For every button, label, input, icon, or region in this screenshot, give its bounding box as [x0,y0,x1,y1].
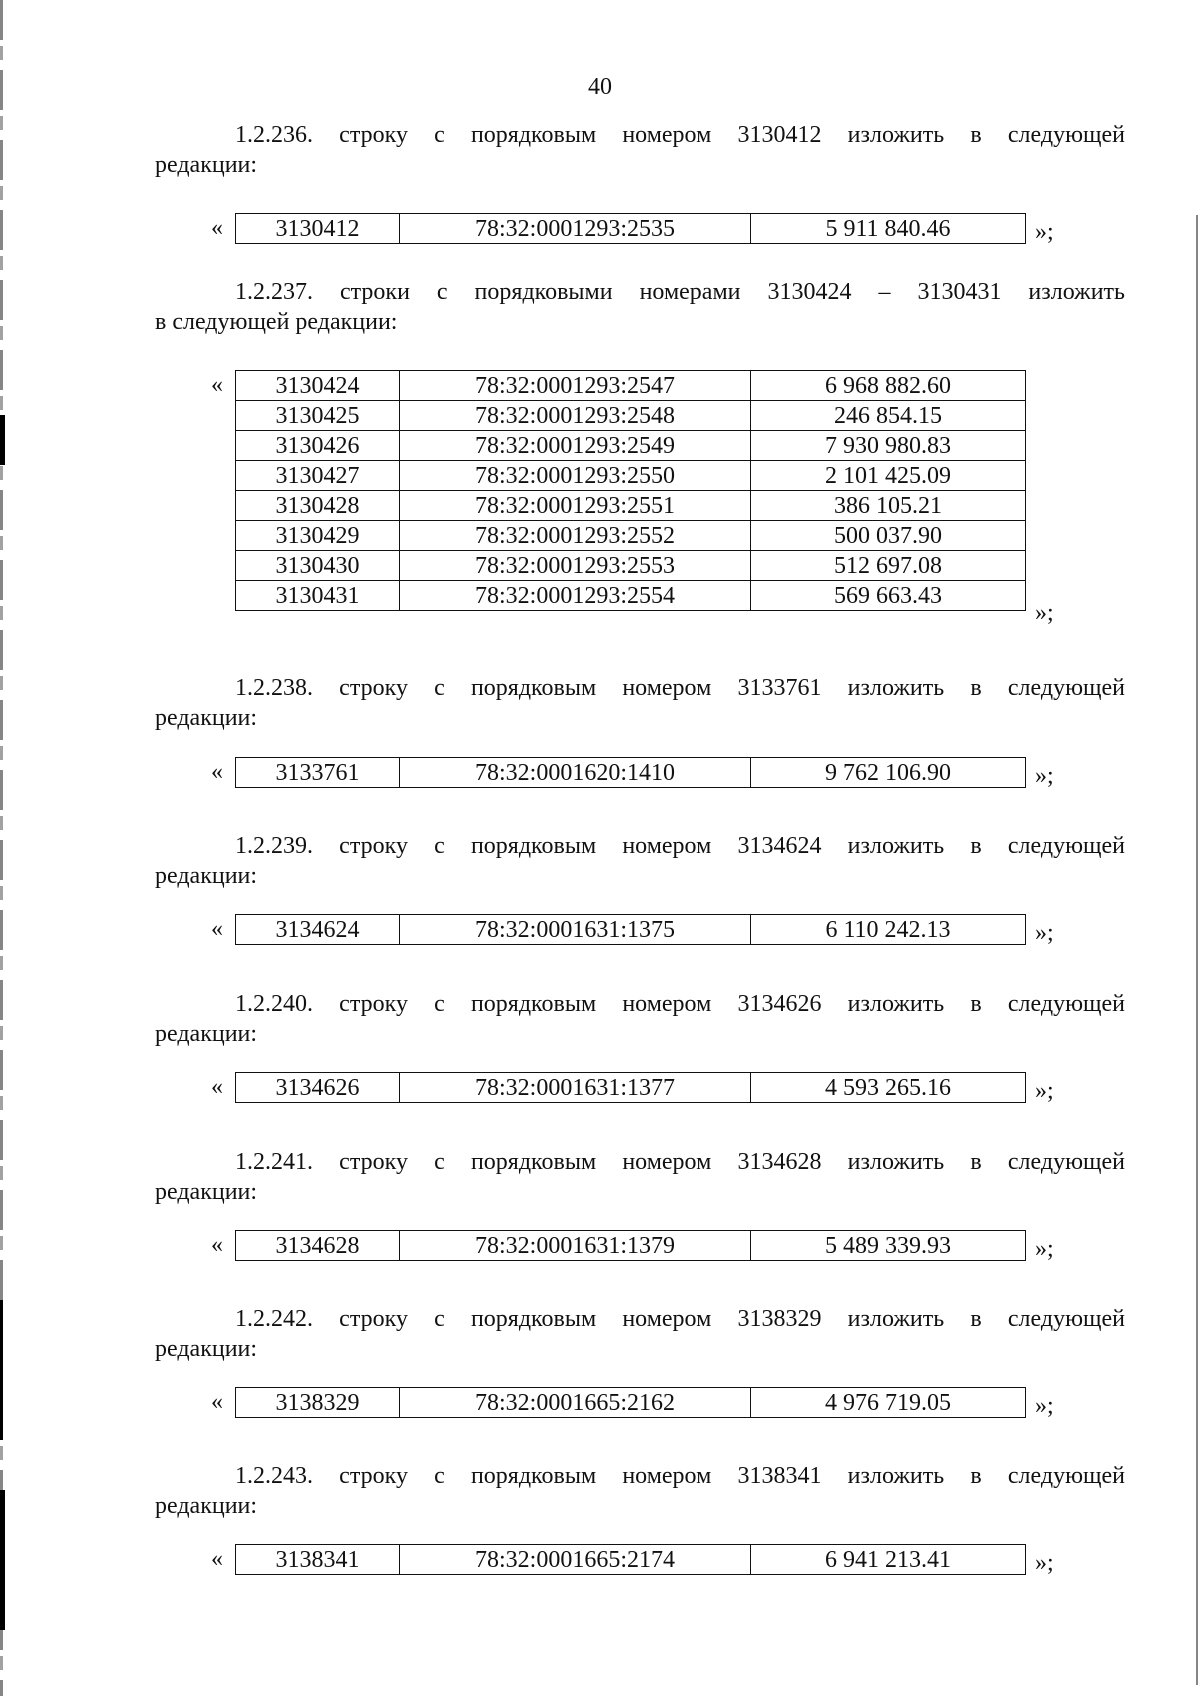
opening-quote: « [211,916,223,942]
cadastral-value-cell: 5 489 339.93 [751,1231,1026,1261]
cadastral-number-cell: 78:32:0001631:1375 [400,915,751,945]
amendment-table [235,1387,1026,1418]
table-row [236,1545,1026,1575]
cadastral-value-cell: 9 762 106.90 [751,758,1026,788]
amendment-table [235,213,1026,244]
cadastral-number-cell: 78:32:0001293:2549 [400,431,751,461]
cadastral-value-cell: 569 663.43 [751,581,1026,611]
cadastral-number-cell: 78:32:0001293:2554 [400,581,751,611]
row-number-cell: 3130427 [236,461,400,491]
cadastral-number-cell: 78:32:0001293:2535 [400,214,751,244]
opening-quote: « [211,1074,223,1100]
cadastral-value-cell: 512 697.08 [751,551,1026,581]
closing-quote: »; [1035,763,1054,789]
cadastral-number-cell: 78:32:0001293:2547 [400,371,751,401]
cadastral-number-cell: 78:32:0001293:2553 [400,551,751,581]
paragraph-lead-line: 1.2.239. строку с порядковым номером 3134624 изложить в следующей [235,833,1125,859]
opening-quote: « [211,1232,223,1258]
amendment-table [235,370,1026,611]
cadastral-value-cell: 246 854.15 [751,401,1026,431]
row-number-cell: 3134624 [236,915,400,945]
table-row [236,915,1026,945]
row-number-cell: 3130426 [236,431,400,461]
opening-quote: « [211,1546,223,1572]
row-number-cell: 3133761 [236,758,400,788]
table-row [236,431,1026,461]
cadastral-value-cell: 6 110 242.13 [751,915,1026,945]
table-row [236,758,1026,788]
scan-edge-right [1196,215,1198,1685]
paragraph-lead-line: 1.2.242. строку с порядковым номером 3138329 изложить в следующей [235,1306,1125,1332]
cadastral-value-cell: 5 911 840.46 [751,214,1026,244]
opening-quote: « [211,215,223,241]
amendment-paragraph [155,120,1125,180]
table-row [236,214,1026,244]
scan-mark [0,415,5,465]
row-number-cell: 3130429 [236,521,400,551]
table-row [236,551,1026,581]
amendment-table [235,914,1026,945]
row-number-cell: 3130431 [236,581,400,611]
amendment-table [235,1072,1026,1103]
paragraph-lead-line: 1.2.237. строки с порядковыми номерами 3130424 – 3130431 изложить [235,279,1125,305]
table-row [236,1073,1026,1103]
table-row [236,1231,1026,1261]
cadastral-number-cell: 78:32:0001620:1410 [400,758,751,788]
scan-mark [0,1300,3,1440]
paragraph-continuation-line: редакции: [155,152,258,178]
closing-quote: »; [1035,600,1054,626]
table-row [236,1388,1026,1418]
closing-quote: »; [1035,1393,1054,1419]
amendment-paragraph [155,1461,1125,1521]
amendment-paragraph [155,673,1125,733]
paragraph-continuation-line: редакции: [155,1493,258,1519]
opening-quote: « [211,372,223,398]
closing-quote: »; [1035,1078,1054,1104]
amendment-paragraph [155,989,1125,1049]
cadastral-number-cell: 78:32:0001665:2174 [400,1545,751,1575]
closing-quote: »; [1035,1236,1054,1262]
cadastral-number-cell: 78:32:0001631:1379 [400,1231,751,1261]
cadastral-number-cell: 78:32:0001665:2162 [400,1388,751,1418]
cadastral-value-cell: 2 101 425.09 [751,461,1026,491]
cadastral-number-cell: 78:32:0001293:2550 [400,461,751,491]
cadastral-value-cell: 4 976 719.05 [751,1388,1026,1418]
amendment-paragraph [155,277,1125,337]
paragraph-continuation-line: редакции: [155,705,258,731]
page-number: 40 [588,74,612,100]
cadastral-value-cell: 386 105.21 [751,491,1026,521]
table-row [236,371,1026,401]
scan-edge-left [0,0,3,1696]
amendment-paragraph [155,831,1125,891]
cadastral-value-cell: 6 941 213.41 [751,1545,1026,1575]
paragraph-lead-line: 1.2.238. строку с порядковым номером 3133761 изложить в следующей [235,675,1125,701]
opening-quote: « [211,1389,223,1415]
paragraph-lead-line: 1.2.241. строку с порядковым номером 3134628 изложить в следующей [235,1149,1125,1175]
closing-quote: »; [1035,1550,1054,1576]
scan-mark [0,1490,5,1630]
paragraph-lead-line: 1.2.240. строку с порядковым номером 3134626 изложить в следующей [235,991,1125,1017]
row-number-cell: 3138329 [236,1388,400,1418]
paragraph-continuation-line: редакции: [155,863,258,889]
table-row [236,401,1026,431]
row-number-cell: 3130428 [236,491,400,521]
amendment-table [235,1544,1026,1575]
row-number-cell: 3130430 [236,551,400,581]
amendment-paragraph [155,1304,1125,1364]
cadastral-value-cell: 6 968 882.60 [751,371,1026,401]
closing-quote: »; [1035,920,1054,946]
amendment-table [235,757,1026,788]
row-number-cell: 3134628 [236,1231,400,1261]
cadastral-value-cell: 4 593 265.16 [751,1073,1026,1103]
closing-quote: »; [1035,219,1054,245]
cadastral-value-cell: 500 037.90 [751,521,1026,551]
opening-quote: « [211,759,223,785]
table-row [236,581,1026,611]
row-number-cell: 3138341 [236,1545,400,1575]
row-number-cell: 3130424 [236,371,400,401]
cadastral-number-cell: 78:32:0001293:2548 [400,401,751,431]
row-number-cell: 3130412 [236,214,400,244]
cadastral-value-cell: 7 930 980.83 [751,431,1026,461]
amendment-table [235,1230,1026,1261]
paragraph-lead-line: 1.2.243. строку с порядковым номером 3138341 изложить в следующей [235,1463,1125,1489]
paragraph-lead-line: 1.2.236. строку с порядковым номером 3130412 изложить в следующей [235,122,1125,148]
row-number-cell: 3134626 [236,1073,400,1103]
row-number-cell: 3130425 [236,401,400,431]
paragraph-continuation-line: редакции: [155,1021,258,1047]
table-row [236,461,1026,491]
paragraph-continuation-line: редакции: [155,1336,258,1362]
table-row [236,521,1026,551]
paragraph-continuation-line: в следующей редакции: [155,309,398,335]
cadastral-number-cell: 78:32:0001293:2551 [400,491,751,521]
cadastral-number-cell: 78:32:0001293:2552 [400,521,751,551]
paragraph-continuation-line: редакции: [155,1179,258,1205]
cadastral-number-cell: 78:32:0001631:1377 [400,1073,751,1103]
table-row [236,491,1026,521]
amendment-paragraph [155,1147,1125,1207]
